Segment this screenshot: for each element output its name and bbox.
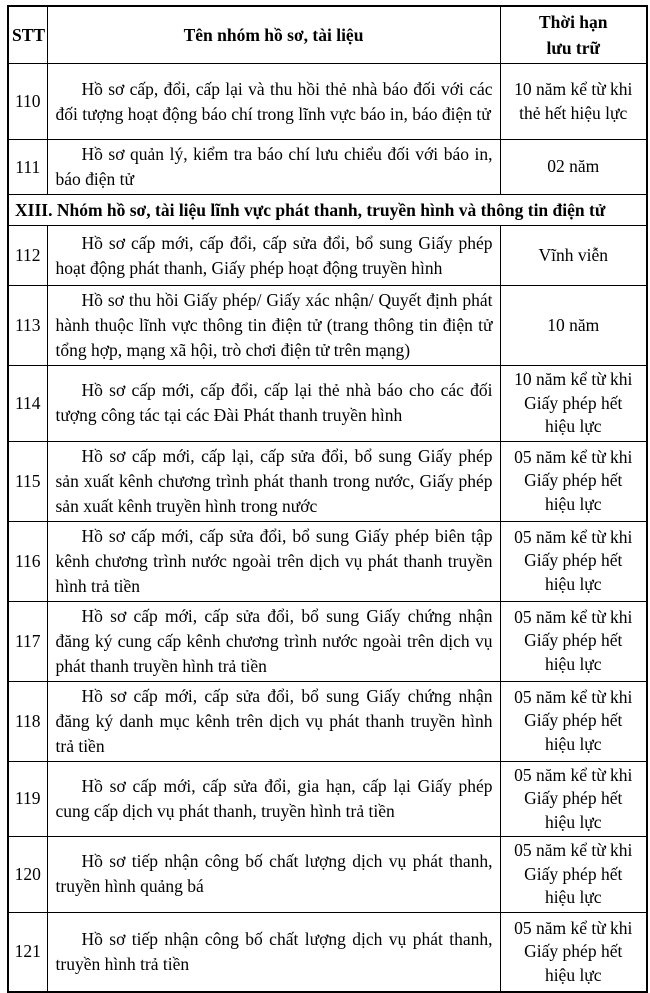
row-stt: 117 bbox=[8, 601, 47, 681]
table-row bbox=[8, 837, 647, 913]
column-header-stt: STT bbox=[8, 6, 47, 64]
row-retention: 02 năm bbox=[500, 140, 647, 195]
row-stt: 113 bbox=[8, 286, 47, 366]
table-row bbox=[8, 64, 647, 140]
column-header-retention bbox=[500, 6, 647, 64]
row-stt: 111 bbox=[8, 140, 47, 195]
table-row bbox=[8, 681, 647, 761]
table-row bbox=[8, 601, 647, 681]
table-header-row bbox=[8, 6, 647, 64]
retention-schedule-table bbox=[7, 5, 648, 993]
row-stt: 121 bbox=[8, 912, 47, 992]
row-name: Hồ sơ cấp mới, cấp sửa đổi, gia hạn, cấp lại Giấy phép cung cấp dịch vụ phát thanh, truyền hình trả tiền bbox=[47, 761, 500, 837]
row-name: Hồ sơ thu hồi Giấy phép/ Giấy xác nhận/ Quyết định phát hành thuộc lĩnh vực thông tin điện tử (trang thông tin điện tử tổng hợp, mạng xã hội, trò chơi điện tử trên mạng) bbox=[47, 286, 500, 366]
column-header-name: Tên nhóm hồ sơ, tài liệu bbox=[47, 6, 500, 64]
row-stt: 120 bbox=[8, 837, 47, 913]
row-retention: Vĩnh viễn bbox=[500, 226, 647, 286]
row-stt: 114 bbox=[8, 366, 47, 442]
row-name: Hồ sơ cấp mới, cấp đổi, cấp sửa đổi, bổ sung Giấy phép hoạt động phát thanh, Giấy phép hoạt động truyền hình bbox=[47, 226, 500, 286]
row-retention: 05 năm kể từ khi Giấy phép hết hiệu lực bbox=[500, 912, 647, 992]
table-row bbox=[8, 140, 647, 195]
table-row bbox=[8, 521, 647, 601]
row-stt: 112 bbox=[8, 226, 47, 286]
row-name: Hồ sơ cấp, đổi, cấp lại và thu hồi thẻ nhà báo đối với các đối tượng hoạt động báo chí trong lĩnh vực báo in, báo điện tử bbox=[47, 64, 500, 140]
row-stt: 110 bbox=[8, 64, 47, 140]
row-stt: 115 bbox=[8, 441, 47, 521]
row-stt: 116 bbox=[8, 521, 47, 601]
row-retention: 10 năm bbox=[500, 286, 647, 366]
row-retention: 05 năm kể từ khi Giấy phép hết hiệu lực bbox=[500, 441, 647, 521]
table-row bbox=[8, 761, 647, 837]
row-name: Hồ sơ cấp mới, cấp sửa đổi, bổ sung Giấy chứng nhận đăng ký cung cấp kênh chương trình nước ngoài trên dịch vụ phát thanh truyền hình trả tiền bbox=[47, 601, 500, 681]
table-row bbox=[8, 441, 647, 521]
row-retention: 05 năm kể từ khi Giấy phép hết hiệu lực bbox=[500, 837, 647, 913]
section-header: XIII. Nhóm hồ sơ, tài liệu lĩnh vực phát thanh, truyền hình và thông tin điện tử bbox=[8, 195, 647, 226]
row-name: Hồ sơ cấp mới, cấp lại, cấp sửa đổi, bổ sung Giấy phép sản xuất kênh chương trình phát thanh trong nước, Giấy phép sản xuất kênh truyền hình trong nước bbox=[47, 441, 500, 521]
table-row bbox=[8, 912, 647, 992]
row-name: Hồ sơ cấp mới, cấp sửa đổi, bổ sung Giấy chứng nhận đăng ký danh mục kênh trên dịch vụ phát thanh truyền hình trả tiền bbox=[47, 681, 500, 761]
row-retention: 05 năm kể từ khi Giấy phép hết hiệu lực bbox=[500, 761, 647, 837]
row-stt: 119 bbox=[8, 761, 47, 837]
table-row bbox=[8, 366, 647, 442]
row-name: Hồ sơ quản lý, kiểm tra báo chí lưu chiểu đối với báo in, báo điện tử bbox=[47, 140, 500, 195]
row-name: Hồ sơ cấp mới, cấp đổi, cấp lại thẻ nhà báo cho các đối tượng công tác tại các Đài Phát thanh truyền hình bbox=[47, 366, 500, 442]
table-row bbox=[8, 226, 647, 286]
row-retention: 05 năm kể từ khi Giấy phép hết hiệu lực bbox=[500, 601, 647, 681]
row-retention: 10 năm kể từ khi Giấy phép hết hiệu lực bbox=[500, 366, 647, 442]
row-name: Hồ sơ tiếp nhận công bố chất lượng dịch vụ phát thanh, truyền hình quảng bá bbox=[47, 837, 500, 913]
row-stt: 118 bbox=[8, 681, 47, 761]
column-header-retention-label: Thời hạn lưu trữ bbox=[538, 12, 608, 58]
row-retention: 05 năm kể từ khi Giấy phép hết hiệu lực bbox=[500, 521, 647, 601]
row-name: Hồ sơ cấp mới, cấp sửa đổi, bổ sung Giấy phép biên tập kênh chương trình nước ngoài trên dịch vụ phát thanh truyền hình trả tiền bbox=[47, 521, 500, 601]
row-name: Hồ sơ tiếp nhận công bố chất lượng dịch vụ phát thanh, truyền hình trả tiền bbox=[47, 912, 500, 992]
row-retention: 10 năm kể từ khi thẻ hết hiệu lực bbox=[500, 64, 647, 140]
table-row bbox=[8, 286, 647, 366]
row-retention: 05 năm kể từ khi Giấy phép hết hiệu lực bbox=[500, 681, 647, 761]
section-header-row bbox=[8, 195, 647, 226]
